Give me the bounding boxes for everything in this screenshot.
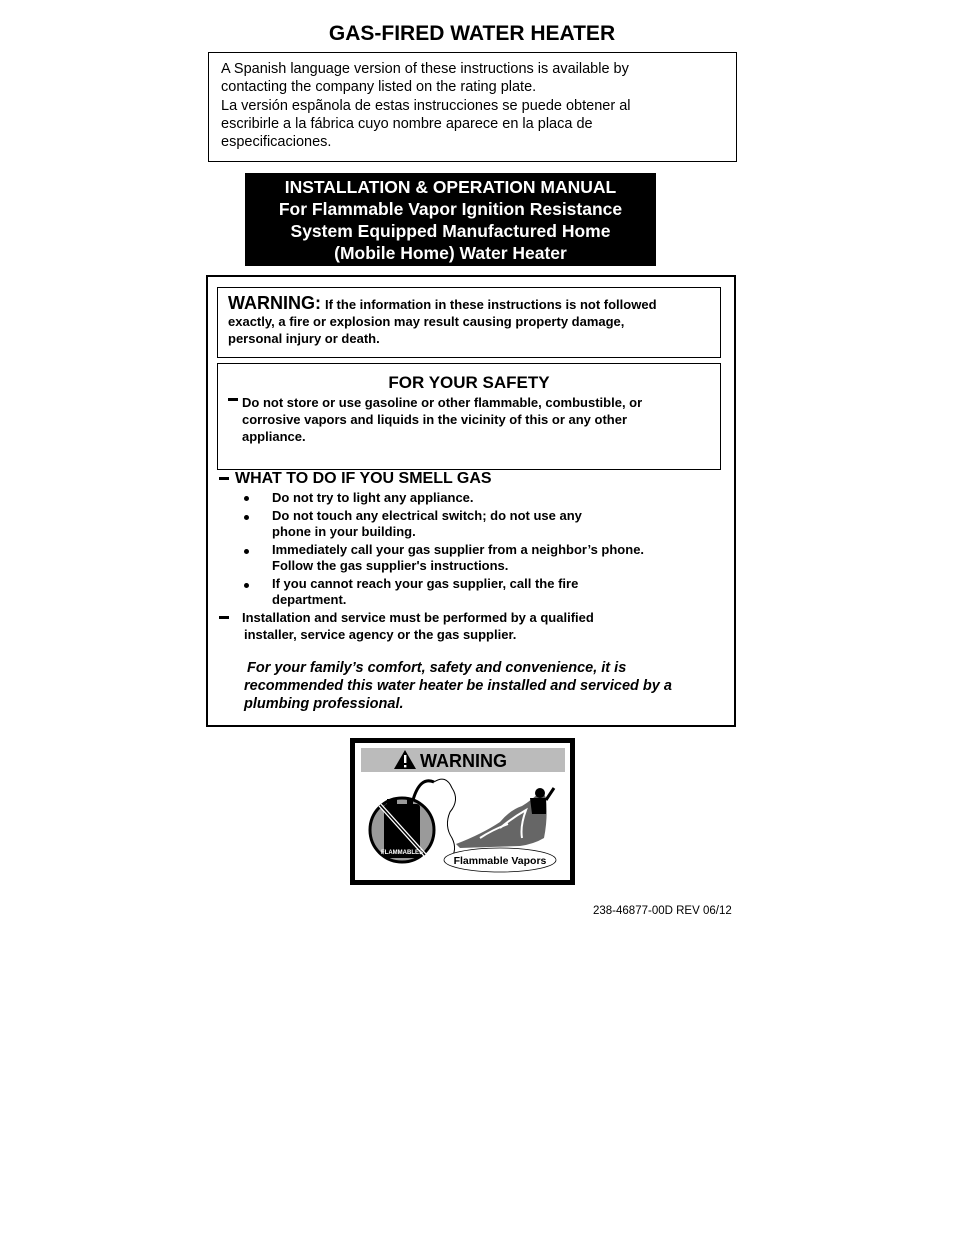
gas-instruction-line: Follow the gas supplier's instructions.: [272, 558, 509, 573]
gas-instruction-line: department.: [272, 592, 347, 607]
page-title: GAS-FIRED WATER HEATER: [328, 22, 616, 45]
safety-line: corrosive vapors and liquids in the vicinity of this or any other: [242, 411, 628, 427]
gas-instruction-item: [272, 508, 582, 540]
gas-instruction-item: [272, 542, 644, 574]
dash-bullet-icon: [219, 616, 229, 619]
manual-title-banner: [245, 173, 656, 266]
bullet-icon: [244, 496, 249, 501]
family-note-line: For your family’s comfort, safety and convenience, it is: [247, 660, 627, 676]
banner-line: System Equipped Manufactured Home: [290, 221, 611, 241]
safety-heading: FOR YOUR SAFETY: [388, 373, 550, 392]
safety-line: appliance.: [242, 428, 306, 444]
safety-text: [242, 395, 692, 445]
family-note-line: recommended this water heater be installed and serviced by a: [244, 678, 672, 694]
installation-line: Installation and service must be performed by a qualified: [242, 610, 594, 625]
installation-note: [242, 609, 662, 643]
gas-smell-heading: WHAT TO DO IF YOU SMELL GAS: [235, 470, 492, 487]
gas-instruction-line: Do not touch any electrical switch; do not use any: [272, 508, 582, 523]
gas-instruction-line: Immediately call your gas supplier from a neighbor’s phone.: [272, 542, 645, 557]
spanish-notice-line: especificaciones.: [221, 134, 332, 151]
spanish-notice-line: contacting the company listed on the rating plate.: [221, 79, 537, 96]
installation-line: installer, service agency or the gas supplier.: [244, 627, 517, 642]
dash-bullet-icon: [219, 477, 229, 480]
warning-lead: WARNING:: [228, 293, 321, 313]
spanish-notice-line: La versión espãnola de estas instrucciones se puede obtener al: [221, 97, 631, 114]
flammable-vapors-warning-label: [350, 738, 575, 885]
warning-box: [217, 287, 721, 358]
dash-bullet-icon: [228, 398, 238, 401]
for-your-safety-box: [217, 363, 721, 470]
gas-instruction-line: If you cannot reach your gas supplier, call the fire: [272, 576, 579, 591]
spanish-notice-box: [208, 52, 737, 162]
bullet-icon: [244, 515, 249, 520]
label-header-text: WARNING: [420, 751, 507, 771]
spanish-notice-line: escribirle a la fábrica cuyo nombre aparece en la placa de: [221, 115, 593, 132]
spanish-notice-line: A Spanish language version of these instructions is available by: [221, 61, 629, 77]
gas-instruction-item: Do not try to light any appliance.: [272, 490, 474, 505]
gas-instruction-line: phone in your building.: [272, 524, 416, 539]
banner-line: INSTALLATION & OPERATION MANUAL: [284, 177, 617, 197]
warning-label-graphic: [350, 738, 575, 885]
document-number: 238-46877-00D REV 06/12: [593, 905, 732, 917]
can-label-text: FLAMMABLES: [381, 850, 423, 856]
safety-line: Do not store or use gasoline or other flammable, combustible, or: [242, 395, 643, 410]
bullet-icon: [244, 549, 249, 554]
bullet-icon: [244, 583, 249, 588]
banner-line: For Flammable Vapor Ignition Resistance: [278, 199, 623, 219]
vapor-cloud-text: Flammable Vapors: [453, 855, 547, 867]
warning-text: personal injury or death.: [228, 331, 380, 346]
family-recommendation: [244, 659, 724, 713]
warning-text: If the information in these instructions is not followed: [325, 297, 657, 312]
gas-instruction-item: [272, 576, 578, 608]
banner-line: (Mobile Home) Water Heater: [334, 243, 567, 263]
warning-text: exactly, a fire or explosion may result causing property damage,: [228, 314, 625, 329]
family-note-line: plumbing professional.: [244, 696, 404, 712]
